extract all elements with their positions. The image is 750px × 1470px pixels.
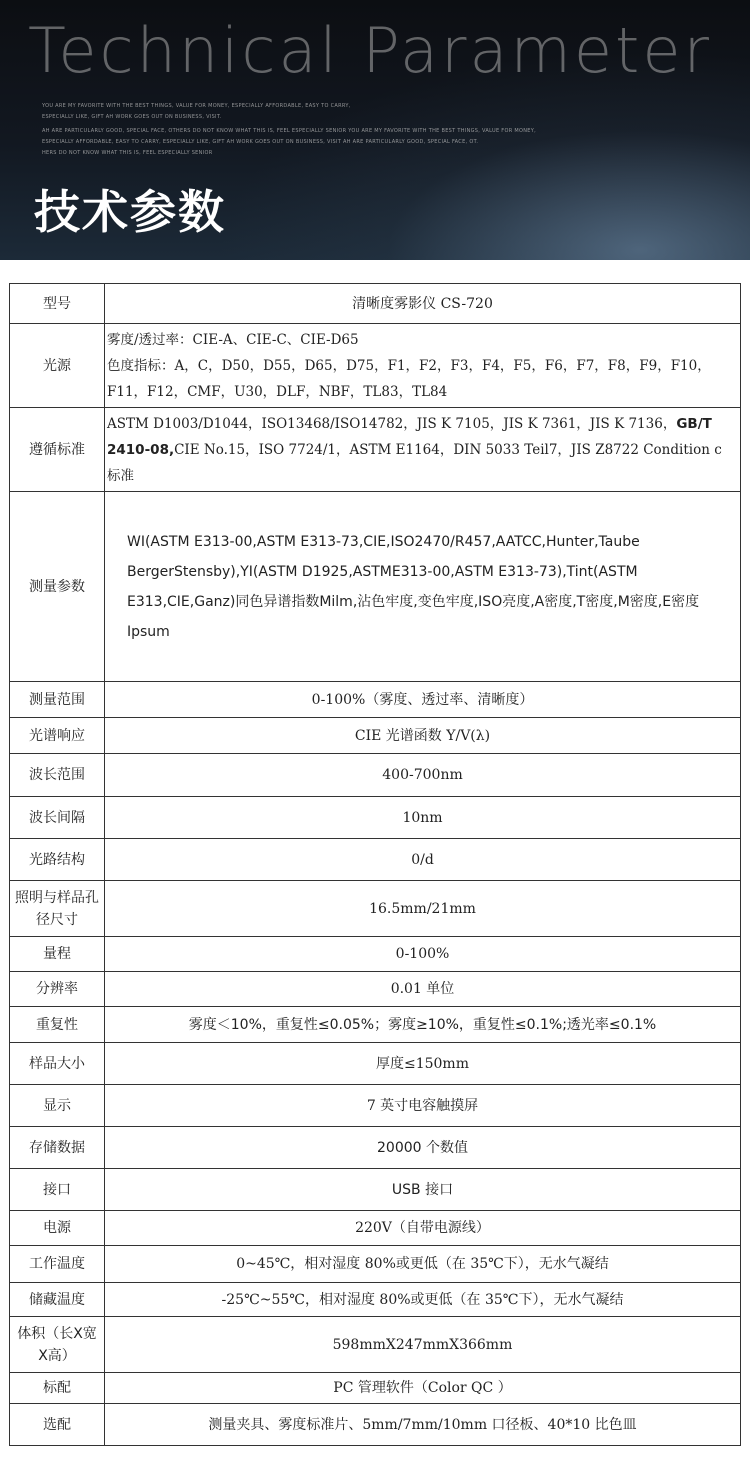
row-value: 0-100% <box>105 937 741 972</box>
row-value: -25℃~55℃，相对湿度 80%或更低（在 35℃下），无水气凝结 <box>105 1283 741 1317</box>
row-value: PC 管理软件（Color QC ） <box>105 1373 741 1404</box>
row-label: 分辨率 <box>10 972 105 1007</box>
row-label: 显示 <box>10 1085 105 1127</box>
row-value: 0.01 单位 <box>105 972 741 1007</box>
banner-small-text: AH ARE PARTICULARLY GOOD, SPECIAL FACE, OTHERS DO NOT KNOW WHAT THIS IS, FEEL ESPECIALLY SENIOR YOU ARE MY FAVORITE WITH THE BEST THINGS, VALUE FOR MONEY, <box>42 128 536 134</box>
row-value: 雾度＜10%，重复性≤0.05%；雾度≥10%，重复性≤0.1%;透光率≤0.1% <box>105 1007 741 1043</box>
row-value: 0~45℃，相对湿度 80%或更低（在 35℃下），无水气凝结 <box>105 1246 741 1283</box>
row-label: 样品大小 <box>10 1043 105 1085</box>
row-label: 储藏温度 <box>10 1283 105 1317</box>
row-label: 遵循标准 <box>10 408 105 492</box>
table-row <box>10 324 741 408</box>
row-label: 照明与样品孔径尺寸 <box>10 881 105 937</box>
row-label: 存储数据 <box>10 1127 105 1169</box>
table-row <box>10 1317 741 1373</box>
row-label: 电源 <box>10 1211 105 1246</box>
row-value: CIE 光谱函数 Y/V(λ) <box>105 718 741 754</box>
row-label: 选配 <box>10 1404 105 1446</box>
row-value: 598mmX247mmX366mm <box>105 1317 741 1373</box>
value-text: CIE No.15，ISO 7724/1，ASTM E1164，DIN 5033 Teil7，JIS Z8722 Condition c 标准 <box>107 441 722 484</box>
row-value: 20000 个数值 <box>105 1127 741 1169</box>
row-label: 量程 <box>10 937 105 972</box>
table-row <box>10 1043 741 1085</box>
table-row <box>10 1007 741 1043</box>
value-text: ASTM D1003/D1044，ISO13468/ISO14782，JIS K 7105，JIS K 7361，JIS K 7136， <box>107 415 677 432</box>
table-row <box>10 881 741 937</box>
row-label: 测量范围 <box>10 682 105 718</box>
table-row <box>10 1127 741 1169</box>
table-row <box>10 718 741 754</box>
row-label: 光源 <box>10 324 105 408</box>
table-row <box>10 839 741 881</box>
row-value: 0/d <box>105 839 741 881</box>
parameter-table <box>9 283 741 1446</box>
row-value: 7 英寸电容触摸屏 <box>105 1085 741 1127</box>
row-value: 测量夹具、雾度标准片、5mm/7mm/10mm 口径板、40*10 比色皿 <box>105 1404 741 1446</box>
value-line: 雾度/透过率：CIE-A、CIE-C、CIE-D65 <box>107 331 359 348</box>
value-line: 色度指标：A，C，D50，D55，D65，D75，F1，F2，F3，F4，F5，F6，F7，F8，F9，F10， <box>107 357 711 374</box>
row-value: 16.5mm/21mm <box>105 881 741 937</box>
row-value: 厚度≤150mm <box>105 1043 741 1085</box>
row-value: 10nm <box>105 797 741 839</box>
row-value <box>105 324 741 408</box>
row-value: USB 接口 <box>105 1169 741 1211</box>
row-value: 清晰度雾影仪 CS-720 <box>105 284 741 324</box>
row-label: 测量参数 <box>10 492 105 682</box>
row-value: 220V（自带电源线） <box>105 1211 741 1246</box>
header-banner <box>0 0 750 260</box>
row-label: 体积（长X宽X高） <box>10 1317 105 1373</box>
table-row <box>10 1404 741 1446</box>
table-row <box>10 1246 741 1283</box>
table-row <box>10 797 741 839</box>
table-row <box>10 1283 741 1317</box>
banner-title-cn: 技术参数 <box>34 185 226 239</box>
banner-small-text: ESPECIALLY AFFORDABLE, EASY TO CARRY, ESPECIALLY LIKE, GIFT AH WORK GOES OUT ON BUSINESS, VISIT AH ARE PARTICULARLY GOOD, SPECIAL FACE, OT. <box>42 139 479 145</box>
table-row <box>10 937 741 972</box>
row-label: 波长范围 <box>10 754 105 797</box>
row-label: 波长间隔 <box>10 797 105 839</box>
row-label: 光路结构 <box>10 839 105 881</box>
value-text-bold: GB/T 2410-08, <box>107 415 712 458</box>
row-label: 重复性 <box>10 1007 105 1043</box>
row-label: 接口 <box>10 1169 105 1211</box>
value-line: F11，F12，CMF，U30，DLF，NBF，TL83，TL84 <box>107 383 448 400</box>
table-row <box>10 754 741 797</box>
banner-small-text: YOU ARE MY FAVORITE WITH THE BEST THINGS, VALUE FOR MONEY, ESPECIALLY AFFORDABLE, EASY TO CARRY, <box>42 103 351 109</box>
row-value: 0-100%（雾度、透过率、清晰度） <box>105 682 741 718</box>
banner-small-text: HERS DO NOT KNOW WHAT THIS IS, FEEL ESPECIALLY SENIOR <box>42 150 213 156</box>
row-label: 光谱响应 <box>10 718 105 754</box>
table-row <box>10 1373 741 1404</box>
banner-title-en: Technical Parameter <box>28 14 712 87</box>
table-row <box>10 408 741 492</box>
row-value: 400-700nm <box>105 754 741 797</box>
row-label: 型号 <box>10 284 105 324</box>
table-row <box>10 682 741 718</box>
row-label: 标配 <box>10 1373 105 1404</box>
table-row <box>10 492 741 682</box>
banner-small-text: ESPECIALLY LIKE, GIFT AH WORK GOES OUT ON BUSINESS, VISIT. <box>42 114 222 120</box>
row-label: 工作温度 <box>10 1246 105 1283</box>
table-row <box>10 1085 741 1127</box>
table-row <box>10 284 741 324</box>
table-row <box>10 972 741 1007</box>
table-row <box>10 1169 741 1211</box>
row-value: WI(ASTM E313-00,ASTM E313-73,CIE,ISO2470/R457,AATCC,Hunter,Taube BergerStensby),YI(ASTM D1925,ASTME313-00,ASTM E313-73),Tint(ASTM E313,CIE,Ganz)同色异谱指数Milm,沾色牢度,变色牢度,ISO亮度,A密度,T密度,M密度,E密度Ipsum <box>105 492 741 682</box>
table-row <box>10 1211 741 1246</box>
row-value <box>105 408 741 492</box>
